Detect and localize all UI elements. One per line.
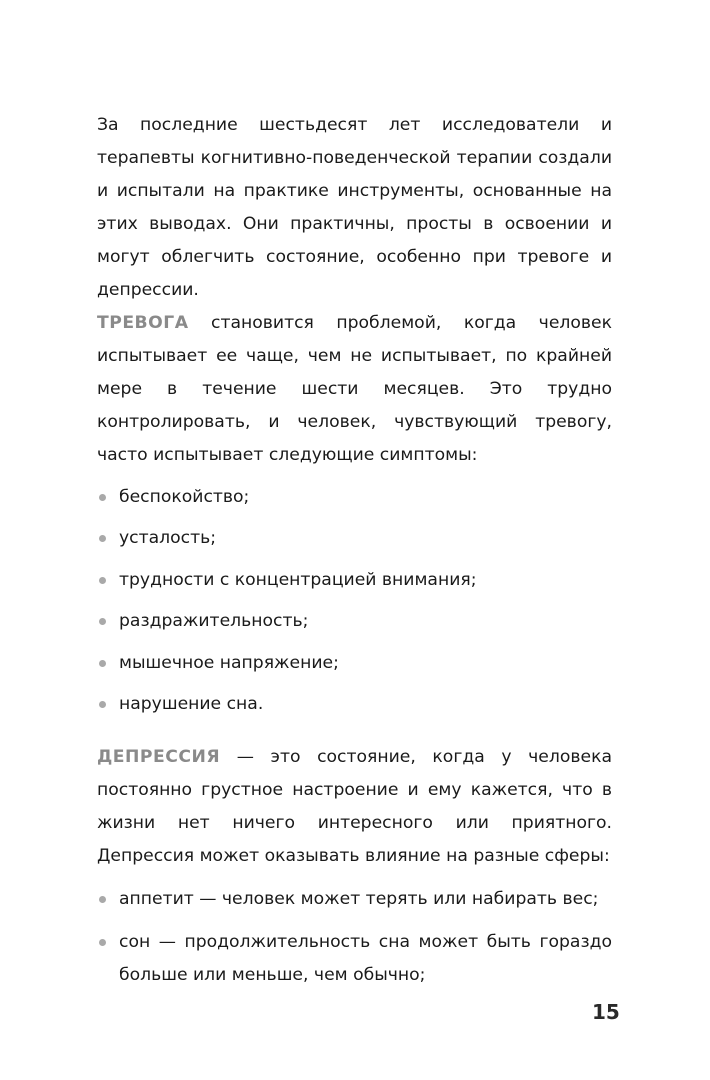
list-item [97, 522, 612, 555]
depression-areas-list [97, 883, 612, 992]
bullet-dot-icon [99, 701, 106, 708]
anxiety-symptoms-list [97, 481, 612, 722]
list-item-text: мышечное напряжение; [119, 652, 339, 673]
list-item [97, 688, 612, 721]
page-number: 15 [592, 1000, 620, 1024]
bullet-dot-icon [99, 939, 106, 946]
bullet-dot-icon [99, 577, 106, 584]
bullet-dot-icon [99, 660, 106, 667]
list-item [97, 647, 612, 680]
list-item-text: нарушение сна. [119, 694, 264, 714]
anxiety-text: становится проблемой, когда человек испытывает ее чаще, чем не испытывает, по крайней мере в течение шести месяцев. Это трудно контролировать, и человек, чувствующий тревогу, часто испытывает следующие симптомы: [97, 313, 612, 465]
bullet-dot-icon [99, 535, 106, 542]
bullet-dot-icon [99, 618, 106, 625]
page-body [97, 109, 612, 992]
list-item-text: сон — продолжительность сна может быть гораздо больше или меньше, чем обычно; [119, 932, 612, 985]
depression-term: ДЕПРЕССИЯ [97, 747, 221, 767]
list-item-text: беспокойство; [119, 486, 250, 507]
intro-paragraph: За последние шестьдесят лет исследователи и терапевты когнитивно-поведенческой терапии создали и испытали на практике инструменты, основанные на этих выводах. Они практичны, просты в освоении и могут облегчить состояние, особенно при тревоге и депрессии. [97, 115, 612, 300]
anxiety-term: ТРЕВОГА [97, 313, 189, 333]
anxiety-paragraph [97, 307, 612, 472]
list-item [97, 883, 612, 916]
list-item-text: аппетит — человек может терять или набирать вес; [119, 889, 599, 909]
list-item-text: раздражительность; [119, 611, 309, 631]
list-item-text: трудности с концентрацией внимания; [119, 569, 477, 590]
list-item [97, 926, 612, 992]
list-item [97, 605, 612, 638]
list-item-text: усталость; [119, 528, 217, 548]
depression-text: — это состояние, когда у человека постоянно грустное настроение и ему кажется, что в жизни нет ничего интересного или приятного. Депрессия может оказывать влияние на разные сферы: [97, 747, 612, 866]
bullet-dot-icon [99, 494, 106, 501]
depression-paragraph [97, 741, 612, 873]
list-item [97, 564, 612, 597]
bullet-dot-icon [99, 896, 106, 903]
list-item [97, 481, 612, 514]
